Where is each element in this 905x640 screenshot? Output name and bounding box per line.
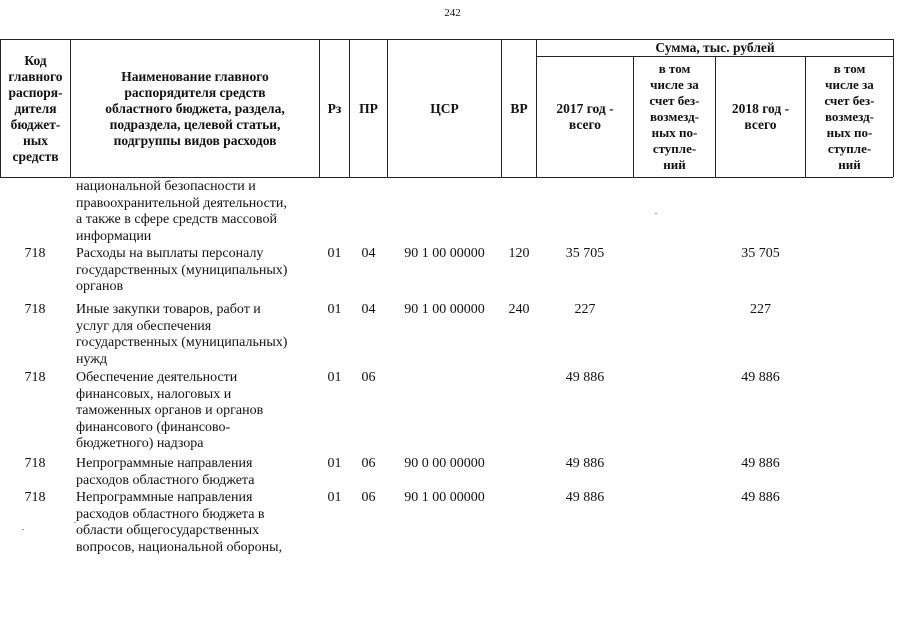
row-name: Непрограммные направления расходов областного бюджета в области общегосударственных вопросов, национальной обороны, bbox=[76, 490, 283, 555]
scan-speck bbox=[22, 529, 24, 530]
header-code: Код главного распоря- дителя бюджет- ных средств bbox=[8, 52, 63, 164]
row-vr: 240 bbox=[508, 302, 530, 317]
row-sum-2018: 35 705 bbox=[741, 246, 780, 261]
row-csr: 90 1 00 00000 bbox=[404, 302, 485, 317]
row-csr: 90 1 00 00000 bbox=[404, 490, 485, 505]
row-code: 718 bbox=[24, 490, 46, 505]
row-sum-2018: 49 886 bbox=[741, 490, 780, 505]
row-sum-2018: 227 bbox=[750, 302, 771, 317]
row-vr: 120 bbox=[508, 246, 530, 261]
scan-speck bbox=[74, 522, 76, 523]
row-code: 718 bbox=[24, 246, 46, 261]
row-rz: 01 bbox=[327, 456, 342, 471]
row-rz: 01 bbox=[327, 246, 342, 261]
row-rz: 01 bbox=[327, 490, 342, 505]
header-pr: ПР bbox=[359, 100, 378, 116]
header-csr: ЦСР bbox=[430, 100, 459, 116]
row-pr: 04 bbox=[361, 246, 376, 261]
page-number: 242 bbox=[444, 7, 461, 19]
row-name: Иные закупки товаров, работ и услуг для обеспечения государственных (муниципальных) нужд bbox=[76, 302, 288, 367]
row-pr: 06 bbox=[361, 490, 376, 505]
header-2018-incl: в том числе за счет без- возмезд- ных по- ступле- ний bbox=[824, 61, 875, 172]
row-sum-2018: 49 886 bbox=[741, 370, 780, 385]
row-pr: 04 bbox=[361, 302, 376, 317]
row-name: Непрограммные направления расходов областного бюджета bbox=[76, 456, 255, 488]
scan-speck bbox=[655, 213, 657, 214]
header-bottom-rule bbox=[0, 177, 893, 178]
row-pr: 06 bbox=[361, 370, 376, 385]
row-code: 718 bbox=[24, 370, 46, 385]
row-rz: 01 bbox=[327, 302, 342, 317]
row-csr: 90 1 00 00000 bbox=[404, 246, 485, 261]
row-name: Обеспечение деятельности финансовых, налоговых и таможенных органов и органов финансового (финансово- бюджетного) надзора bbox=[76, 370, 264, 452]
header-rz: Рз bbox=[327, 100, 342, 116]
header-name: Наименование главного распорядителя средств областного бюджета, раздела, подраздела, целевой статьи, подгруппы видов расходов bbox=[105, 68, 285, 148]
row-sum-2017: 227 bbox=[574, 302, 596, 317]
header-2017-total: 2017 год - всего bbox=[556, 101, 614, 132]
row-sum-2017: 49 886 bbox=[565, 490, 605, 505]
row-sum-2017: 49 886 bbox=[565, 456, 605, 471]
header-2017-incl: в том числе за счет без- возмезд- ных по- ступле- ний bbox=[649, 61, 700, 172]
row-csr: 90 0 00 00000 bbox=[404, 456, 485, 471]
row-pr: 06 bbox=[361, 456, 376, 471]
row-sum-2018: 49 886 bbox=[741, 456, 780, 471]
header-sum-group: Сумма, тыс. рублей bbox=[655, 40, 775, 55]
row-name: Расходы на выплаты персоналу государственных (муниципальных) органов bbox=[76, 246, 288, 295]
row-code: 718 bbox=[24, 302, 46, 317]
row-code: 718 bbox=[24, 456, 46, 471]
row-name: национальной безопасности и правоохранительной деятельности, а также в сфере средств массовой информации bbox=[76, 179, 287, 244]
row-sum-2017: 49 886 bbox=[565, 370, 605, 385]
row-sum-2017: 35 705 bbox=[565, 246, 605, 261]
header-vr: ВР bbox=[510, 100, 528, 116]
header-2018-total: 2018 год - всего bbox=[731, 101, 790, 132]
row-rz: 01 bbox=[327, 370, 342, 385]
